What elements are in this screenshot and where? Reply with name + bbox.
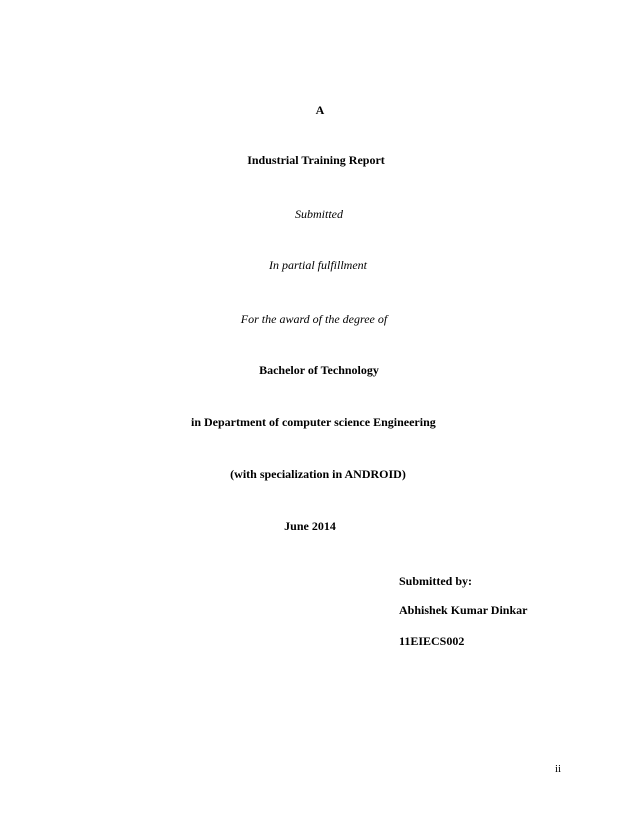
roll-number: 11EIECS002 — [399, 634, 465, 648]
submission-date: June 2014 — [284, 519, 336, 533]
submitted-by-label: Submitted by: — [399, 574, 473, 588]
page-number: ii — [555, 763, 562, 775]
submitted-text: Submitted — [295, 207, 343, 221]
award-text: For the award of the degree of — [240, 312, 388, 326]
partial-fulfillment-text: In partial fulfillment — [269, 258, 367, 272]
department-text: in Department of computer science Engineering — [191, 415, 436, 429]
report-title: Industrial Training Report — [247, 153, 385, 167]
degree-title: Bachelor of Technology — [259, 363, 379, 377]
title-article: A — [315, 103, 325, 117]
author-name: Abhishek Kumar Dinkar — [399, 603, 528, 617]
specialization-text: (with specialization in ANDROID) — [230, 467, 406, 481]
